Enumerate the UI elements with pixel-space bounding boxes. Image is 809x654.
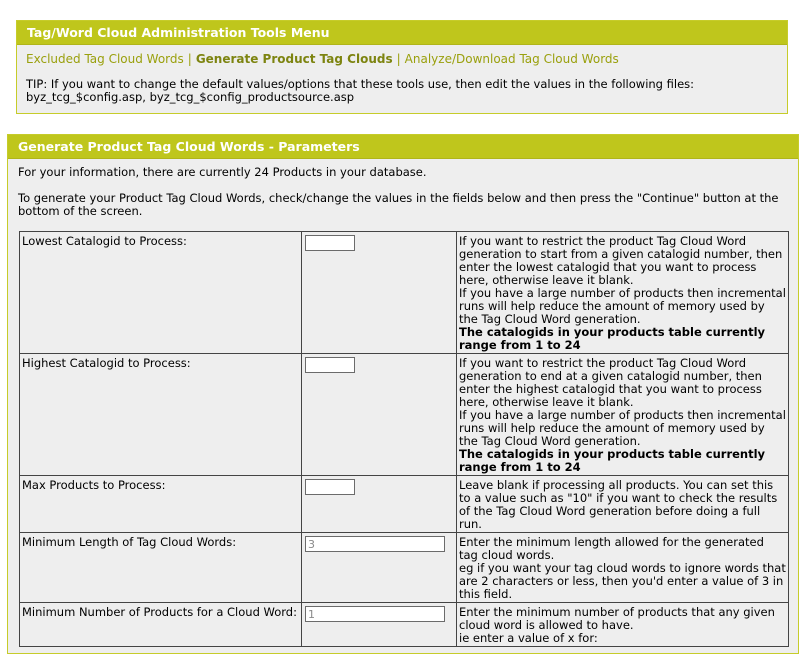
parameter-row-min-word-length <box>20 533 789 603</box>
menu-panel-title: Tag/Word Cloud Administration Tools Menu <box>17 21 787 45</box>
tip-line-2: byz_tcg_$config.asp, byz_tcg_$config_productsource.asp <box>26 90 355 104</box>
help-paragraph: If you want to restrict the product Tag Cloud Word generation to end at a given catalogid number, then enter the highest catalogid that you want to process here, otherwise leave it blank. <box>459 356 762 409</box>
nav-link-analyze-download[interactable]: Analyze/Download Tag Cloud Words <box>404 52 619 66</box>
tip-line-1: TIP: If you want to change the default values/options that these tools use, then edit the values in the following files: <box>26 77 695 91</box>
parameters-panel <box>7 134 799 654</box>
highest-catalogid-label: Highest Catalogid to Process: <box>20 354 302 476</box>
help-paragraph: If you want to restrict the product Tag Cloud Word generation to start from a given catalogid number, then enter the lowest catalogid that you want to process here, otherwise leave it blank. <box>459 234 783 287</box>
min-products-per-word-label: Minimum Number of Products for a Cloud Word: <box>20 603 302 647</box>
parameter-row-lowest-catalogid <box>20 232 789 354</box>
catalogid-range-note: The catalogids in your products table currently range from 1 to 24 <box>459 325 766 352</box>
menu-panel <box>16 20 788 114</box>
max-products-input[interactable] <box>305 479 355 495</box>
highest-catalogid-help-text <box>457 354 789 476</box>
help-paragraph: ie enter a value of x for: <box>459 631 598 645</box>
catalogid-range-note: The catalogids in your products table currently range from 1 to 24 <box>459 447 766 474</box>
nav-separator: | <box>187 52 192 66</box>
help-paragraph: Leave blank if processing all products. You can set this to a value such as "10" if you want to check the results of the Tag Cloud Word generation before doing a full run. <box>459 478 778 531</box>
nav-link-excluded-words[interactable]: Excluded Tag Cloud Words <box>26 52 184 66</box>
min-word-length-help-text <box>457 533 789 603</box>
lowest-catalogid-input-cell <box>302 232 457 354</box>
min-products-per-word-help-text <box>457 603 789 647</box>
max-products-help-text <box>457 476 789 533</box>
highest-catalogid-input[interactable] <box>305 357 355 373</box>
min-word-length-input[interactable] <box>305 536 445 552</box>
tip-text <box>26 78 694 104</box>
product-count-info: For your information, there are currently 24 Products in your database. <box>18 165 427 179</box>
help-paragraph: If you have a large number of products then incremental runs will help reduce the amount of memory used by the Tag Cloud Word generation. <box>459 286 786 326</box>
nav-separator: | <box>396 52 401 66</box>
parameter-row-max-products <box>20 476 789 533</box>
lowest-catalogid-help-text <box>457 232 789 354</box>
nav-link-generate-tag-clouds[interactable]: Generate Product Tag Clouds <box>195 52 393 66</box>
min-word-length-input-cell <box>302 533 457 603</box>
help-paragraph: eg if you want your tag cloud words to ignore words that are 2 characters or less, then you'd enter a value of 3 in this field. <box>459 561 786 601</box>
lowest-catalogid-input[interactable] <box>305 235 355 251</box>
help-paragraph: Enter the minimum number of products that any given cloud word is allowed to have. <box>459 605 775 632</box>
instructions-line-1: To generate your Product Tag Cloud Words, check/change the values in the fields below and then press the "Continue" button at the <box>18 191 779 205</box>
help-paragraph: Enter the minimum length allowed for the generated tag cloud words. <box>459 535 764 562</box>
min-word-length-label: Minimum Length of Tag Cloud Words: <box>20 533 302 603</box>
tools-nav <box>26 52 619 66</box>
min-products-per-word-input-cell <box>302 603 457 647</box>
parameters-panel-title: Generate Product Tag Cloud Words - Parameters <box>8 135 798 159</box>
max-products-input-cell <box>302 476 457 533</box>
parameters-table <box>19 231 789 647</box>
instructions-line-2: bottom of the screen. <box>18 204 143 218</box>
parameter-row-highest-catalogid <box>20 354 789 476</box>
highest-catalogid-input-cell <box>302 354 457 476</box>
parameter-row-min-products-per-word <box>20 603 789 647</box>
lowest-catalogid-label: Lowest Catalogid to Process: <box>20 232 302 354</box>
max-products-label: Max Products to Process: <box>20 476 302 533</box>
min-products-per-word-input[interactable] <box>305 606 445 622</box>
help-paragraph: If you have a large number of products then incremental runs will help reduce the amount of memory used by the Tag Cloud Word generation. <box>459 408 786 448</box>
